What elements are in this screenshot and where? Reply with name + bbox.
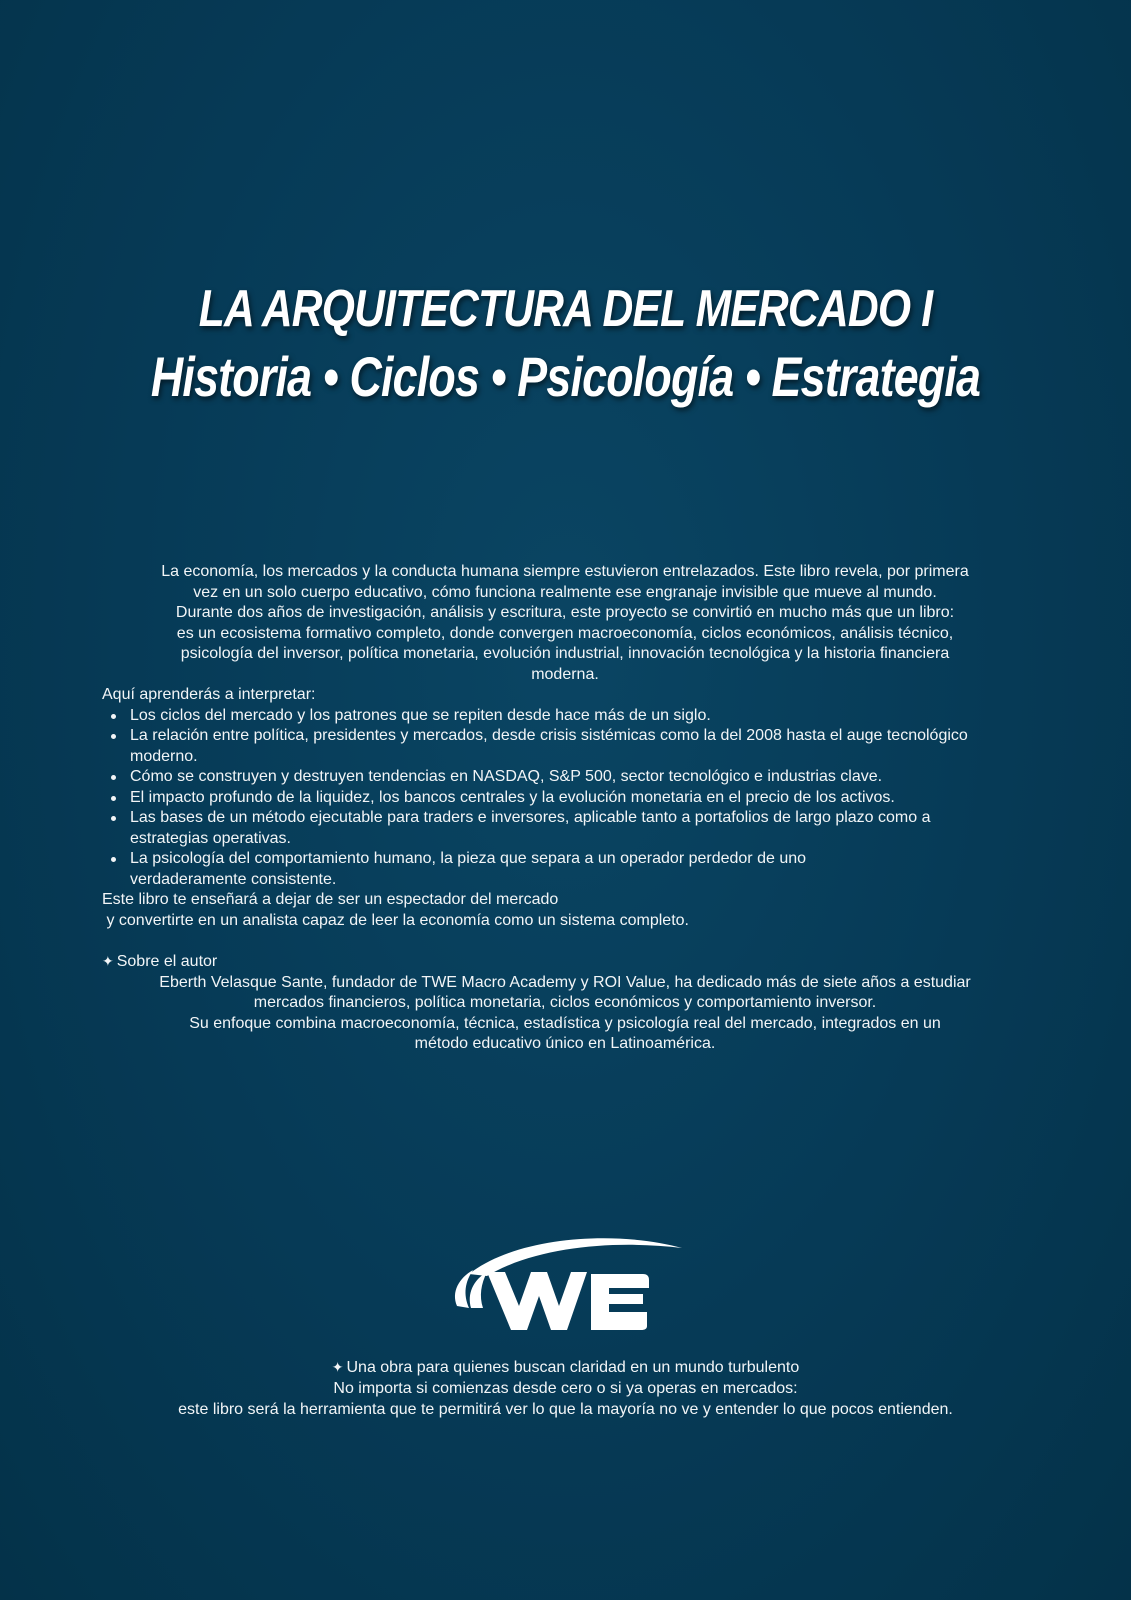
footer-line-1-text: Una obra para quienes buscan claridad en un mundo turbulento xyxy=(346,1359,800,1376)
sparkle-icon: ✦ xyxy=(331,1359,344,1375)
closing-line-2: y convertirte en un analista capaz de leer la economía como un sistema completo. xyxy=(102,911,689,929)
description-body xyxy=(102,562,1028,1055)
footer-line-3: este libro será la herramienta que te permitirá ver lo que la mayoría no ve y entender lo que pocos entienden. xyxy=(178,1401,953,1418)
intro-line: La economía, los mercados y la conducta humana siempre estuvieron entrelazados. Este libro revela, por primera xyxy=(161,563,969,580)
twe-logo-icon xyxy=(447,1234,687,1334)
intro-paragraph xyxy=(102,562,1028,685)
learn-list xyxy=(102,706,1028,891)
author-heading-text: Sobre el autor xyxy=(116,953,218,970)
list-item: La psicología del comportamiento humano, la pieza que separa a un operador perdedor de uno verdaderamente consistente. xyxy=(102,849,1028,890)
author-line: método educativo único en Latinoamérica. xyxy=(414,1035,716,1052)
footer-line-2: No importa si comienzas desde cero o si ya operas en mercados: xyxy=(333,1380,798,1397)
list-item: Los ciclos del mercado y los patrones que se repiten desde hace más de un siglo. xyxy=(102,706,1028,727)
author-line: Eberth Velasque Sante, fundador de TWE Macro Academy y ROI Value, ha dedicado más de siete años a estudiar xyxy=(159,973,971,991)
learn-heading: Aquí aprenderás a interpretar: xyxy=(102,686,316,703)
twe-logo xyxy=(447,1234,687,1334)
footer-line-1 xyxy=(0,1357,1131,1378)
book-title xyxy=(0,276,1131,412)
intro-line: psicología del inversor, política monetaria, evolución industrial, innovación tecnológica y la historia financiera xyxy=(180,645,950,662)
title-line-2: Historia • Ciclos • Psicología • Estrategia xyxy=(150,345,981,408)
list-item: El impacto profundo de la liquidez, los bancos centrales y la evolución monetaria en el precio de los activos. xyxy=(102,788,1028,809)
intro-line: es un ecosistema formativo completo, donde convergen macroeconomía, ciclos económicos, análisis técnico, xyxy=(176,624,954,642)
intro-line: vez en un solo cuerpo educativo, cómo funciona realmente ese engranaje invisible que mueve al mundo. xyxy=(193,583,937,601)
list-item: Cómo se construyen y destruyen tendencias en NASDAQ, S&P 500, sector tecnológico e industrias clave. xyxy=(102,767,1028,788)
closing-line-1: Este libro te enseñará a dejar de ser un espectador del mercado xyxy=(102,891,559,908)
sparkle-icon: ✦ xyxy=(102,953,114,969)
author-line: mercados financieros, política monetaria, ciclos económicos y comportamiento inversor. xyxy=(253,994,877,1011)
intro-line: moderna. xyxy=(531,665,599,683)
list-item: La relación entre política, presidentes y mercados, desde crisis sistémicas como la del 2008 hasta el auge tecnológico moderno. xyxy=(102,726,1028,767)
footer-tagline xyxy=(0,1357,1131,1420)
author-line: Su enfoque combina macroeconomía, técnica, estadística y psicología real del mercado, integrados en un xyxy=(189,1014,941,1032)
title-line-1: LA ARQUITECTURA DEL MERCADO I xyxy=(198,280,933,338)
author-bio xyxy=(102,973,1028,1055)
list-item: Las bases de un método ejecutable para traders e inversores, aplicable tanto a portafolios de largo plazo como a estrategias operativas. xyxy=(102,808,1028,849)
intro-line: Durante dos años de investigación, análisis y escritura, este proyecto se convirtió en mucho más que un libro: xyxy=(175,604,955,621)
author-heading xyxy=(102,951,1028,973)
